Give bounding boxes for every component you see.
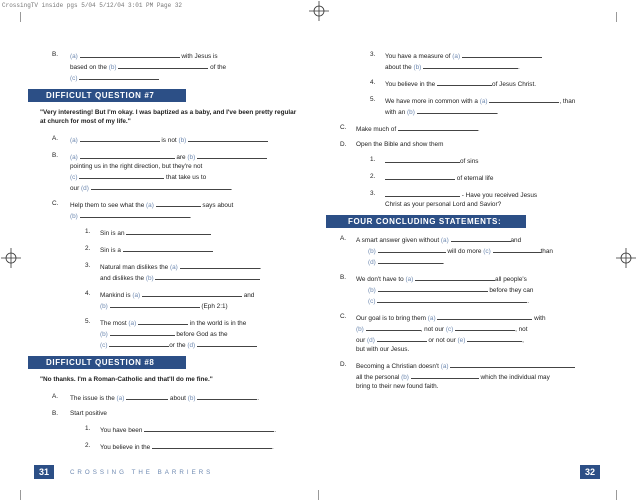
item-text: of the bbox=[210, 64, 227, 71]
d-sublist bbox=[332, 155, 608, 209]
blank-letter: (b) bbox=[413, 64, 422, 71]
sub-item-1 bbox=[370, 155, 608, 166]
item-number: 4. bbox=[370, 79, 376, 86]
item-text: You believe in the bbox=[385, 81, 436, 88]
blank-letter: (a) bbox=[70, 154, 78, 161]
answer-blank[interactable] bbox=[80, 134, 160, 142]
answer-blank[interactable] bbox=[467, 334, 522, 342]
item-label: C. bbox=[340, 313, 347, 320]
item-number: 2. bbox=[85, 442, 91, 449]
item-text: with bbox=[534, 315, 546, 322]
item-text: . bbox=[442, 259, 445, 266]
item-text: before they can bbox=[489, 287, 534, 294]
blank-letter: (e) bbox=[457, 337, 466, 344]
statement-a bbox=[332, 234, 608, 267]
section-heading-q7: DIFFICULT QUESTION #7 bbox=[34, 89, 186, 102]
item-text: or not our bbox=[428, 337, 456, 344]
item-text: about bbox=[169, 395, 186, 402]
item-label: C. bbox=[52, 200, 59, 207]
answer-blank[interactable] bbox=[385, 189, 460, 197]
item-label: A. bbox=[52, 393, 59, 400]
sub-item-3 bbox=[370, 50, 608, 72]
item-text: Mankind is bbox=[100, 292, 131, 299]
answer-blank[interactable] bbox=[366, 323, 421, 331]
answer-blank[interactable] bbox=[437, 78, 492, 86]
answer-blank[interactable] bbox=[450, 360, 575, 368]
answer-blank[interactable] bbox=[79, 171, 164, 179]
item-text: , not our bbox=[420, 326, 445, 333]
q7-item-a bbox=[40, 134, 302, 145]
item-text: Christ as your personal Lord and Savior? bbox=[385, 201, 502, 208]
blank-letter: (a) bbox=[70, 137, 78, 144]
answer-blank[interactable] bbox=[437, 312, 532, 320]
item-text: . bbox=[230, 185, 233, 192]
item-text: with an bbox=[385, 109, 406, 116]
answer-blank[interactable] bbox=[197, 339, 257, 347]
q8-item-a bbox=[40, 392, 302, 403]
item-text: We don't have to bbox=[356, 276, 404, 283]
item-number: 5. bbox=[85, 318, 91, 325]
page-number: 31 bbox=[34, 465, 54, 479]
blank-letter: (a) bbox=[169, 264, 178, 271]
blank-letter: (c) bbox=[70, 174, 78, 181]
answer-blank[interactable] bbox=[80, 210, 190, 218]
statement-d bbox=[332, 360, 608, 391]
answer-blank[interactable] bbox=[118, 61, 208, 69]
continued-sublist bbox=[332, 50, 608, 117]
blank-letter: (b) bbox=[368, 287, 376, 294]
item-number: 5. bbox=[370, 96, 376, 103]
blank-letter: (c) bbox=[483, 248, 491, 255]
item-number: 4. bbox=[85, 290, 91, 297]
running-footer-title: CROSSING THE BARRIERS bbox=[69, 468, 214, 476]
blank-letter: (a) bbox=[70, 53, 78, 60]
item-text: . bbox=[257, 395, 260, 402]
item-number: 3. bbox=[85, 262, 91, 269]
item-text: are bbox=[176, 154, 186, 161]
answer-blank[interactable] bbox=[377, 295, 530, 305]
answer-blank[interactable] bbox=[110, 300, 200, 308]
answer-blank[interactable] bbox=[377, 334, 427, 342]
item-text: all people's bbox=[495, 276, 527, 283]
answer-blank[interactable] bbox=[398, 123, 478, 131]
answer-blank[interactable] bbox=[156, 199, 201, 207]
item-text: pointing us in the right direction, but they're not bbox=[70, 163, 203, 170]
sub-item-2 bbox=[370, 172, 608, 183]
item-text: of eternal life bbox=[456, 175, 494, 182]
blank-letter: (c) bbox=[368, 298, 376, 305]
blank-letter: (b) bbox=[70, 213, 78, 220]
answer-blank[interactable] bbox=[126, 227, 211, 235]
blank-letter: (a) bbox=[116, 395, 125, 402]
answer-blank[interactable] bbox=[80, 151, 175, 159]
q8-item-b bbox=[40, 409, 302, 418]
item-label: A. bbox=[340, 235, 347, 242]
item-label: B. bbox=[340, 274, 347, 281]
blank-letter: (d) bbox=[81, 185, 89, 192]
sub-item-1 bbox=[85, 227, 302, 238]
answer-blank[interactable] bbox=[385, 172, 455, 180]
sub-item-1 bbox=[85, 424, 302, 435]
answer-blank[interactable] bbox=[144, 424, 274, 432]
answer-blank[interactable] bbox=[385, 155, 460, 163]
blank-letter: (b) bbox=[401, 374, 409, 381]
print-slug: CrossingTV inside pgs 5/04 5/12/04 3:01 PM Page 32 bbox=[2, 2, 183, 9]
item-text: Our goal is to bring them bbox=[356, 315, 426, 322]
item-text: and bbox=[510, 237, 522, 244]
item-text: Help them to see what the bbox=[70, 202, 145, 209]
blank-letter: (b) bbox=[100, 331, 108, 338]
registration-mark-left bbox=[1, 248, 21, 268]
blank-letter: (c) bbox=[100, 342, 108, 349]
blank-letter: (a) bbox=[440, 237, 449, 244]
item-number: 1. bbox=[85, 228, 91, 235]
footer-left bbox=[34, 465, 213, 481]
answer-blank[interactable] bbox=[155, 272, 260, 280]
item-number: 1. bbox=[370, 156, 376, 163]
blank-letter: (a) bbox=[128, 320, 137, 327]
item-text: . bbox=[272, 444, 274, 451]
scripture-reference: (Eph 2:1) bbox=[201, 303, 228, 310]
item-text: and dislikes the bbox=[100, 275, 145, 282]
sub-item-3 bbox=[370, 189, 608, 209]
item-number: 3. bbox=[370, 190, 376, 197]
item-label: D. bbox=[340, 141, 347, 148]
item-text: Sin is a bbox=[100, 247, 121, 254]
item-label: C. bbox=[340, 124, 347, 131]
item-text: . bbox=[527, 298, 530, 305]
answer-blank[interactable] bbox=[91, 182, 231, 190]
sub-item-5 bbox=[85, 317, 302, 350]
item-text: our bbox=[356, 337, 366, 344]
answer-blank[interactable] bbox=[455, 323, 515, 331]
item-text: Becoming a Christian doesn't bbox=[356, 363, 439, 370]
blank-letter: (a) bbox=[146, 202, 154, 209]
blank-letter: (b) bbox=[108, 64, 117, 71]
answer-blank[interactable] bbox=[197, 151, 267, 159]
sub-item-4 bbox=[370, 78, 608, 89]
item-label: B. bbox=[52, 51, 59, 58]
item-text: You believe in the bbox=[100, 444, 151, 451]
sub-item-2 bbox=[85, 244, 302, 255]
statement-b bbox=[332, 273, 608, 306]
item-text: before God as the bbox=[176, 331, 228, 338]
item-text: in the world is in the bbox=[189, 320, 247, 327]
blank-letter: (b) bbox=[145, 275, 154, 282]
sub-item-3 bbox=[85, 261, 302, 283]
objection-quote-q7: "Very interesting! But I'm okay. I was baptized as a baby, and I've been pretty regular at church for most of my life." bbox=[40, 109, 297, 125]
answer-blank[interactable] bbox=[378, 284, 488, 292]
registration-mark-top bbox=[309, 1, 329, 21]
answer-blank[interactable] bbox=[489, 95, 559, 103]
answer-blank[interactable] bbox=[126, 392, 168, 400]
objection-quote-q8: "No thanks. I'm a Roman-Catholic and that'll do me fine." bbox=[40, 376, 213, 383]
item-text: You have a measure of bbox=[385, 53, 451, 60]
answer-blank[interactable] bbox=[110, 328, 175, 336]
crop-mark bbox=[20, 490, 21, 500]
item-text: The most bbox=[100, 320, 127, 327]
blank-letter: (b) bbox=[178, 137, 187, 144]
blank-letter: (b) bbox=[187, 154, 196, 161]
blank-letter: (b) bbox=[187, 395, 196, 402]
answer-blank[interactable] bbox=[417, 106, 497, 114]
blank-letter: (a) bbox=[479, 98, 488, 105]
sub-item-4 bbox=[85, 289, 302, 311]
item-text: bring to their new found faith. bbox=[356, 383, 439, 390]
item-text: says about bbox=[202, 202, 234, 209]
outline-item-b bbox=[40, 50, 302, 83]
item-label: D. bbox=[340, 361, 347, 368]
blank-letter: (a) bbox=[132, 292, 141, 299]
item-text: and bbox=[243, 292, 255, 299]
registration-mark-right bbox=[616, 248, 636, 268]
item-text: based on the bbox=[70, 64, 107, 71]
crop-mark bbox=[616, 490, 617, 500]
blank-letter: (a) bbox=[452, 53, 461, 60]
item-number: 2. bbox=[85, 245, 91, 252]
item-label: A. bbox=[52, 135, 59, 142]
answer-blank[interactable] bbox=[123, 244, 213, 252]
blank-letter: (a) bbox=[427, 315, 436, 322]
item-text: . bbox=[189, 213, 192, 220]
item-text: Start positive bbox=[70, 410, 107, 417]
footer-right bbox=[580, 465, 600, 481]
item-number: 1. bbox=[85, 425, 91, 432]
item-text: , bbox=[522, 337, 524, 344]
q8-sublist bbox=[40, 424, 302, 452]
item-text: Natural man dislikes the bbox=[100, 264, 169, 271]
item-text: You have been bbox=[100, 427, 143, 434]
item-label: B. bbox=[52, 410, 59, 417]
item-text: that take us to bbox=[166, 174, 207, 181]
q7-item-c bbox=[40, 199, 302, 221]
answer-blank[interactable] bbox=[493, 245, 541, 253]
blank-letter: (b) bbox=[356, 326, 364, 333]
right-page bbox=[332, 50, 608, 397]
answer-blank[interactable] bbox=[378, 256, 443, 264]
answer-blank[interactable] bbox=[188, 134, 268, 142]
item-text: Make much of bbox=[356, 126, 397, 133]
item-text: The issue is the bbox=[70, 395, 115, 402]
answer-blank[interactable] bbox=[197, 392, 260, 402]
answer-blank[interactable] bbox=[462, 50, 542, 58]
blank-letter: (c) bbox=[445, 326, 454, 333]
sub-item-2 bbox=[85, 441, 302, 452]
blank-letter: (a) bbox=[440, 363, 449, 370]
blank-letter: (a) bbox=[405, 276, 414, 283]
answer-blank[interactable] bbox=[138, 317, 188, 325]
item-number: 3. bbox=[370, 51, 376, 58]
item-text: of sins bbox=[460, 158, 479, 165]
blank-letter: (d) bbox=[368, 259, 376, 266]
answer-blank[interactable] bbox=[80, 50, 180, 58]
item-text: . bbox=[477, 126, 480, 133]
page-number: 32 bbox=[580, 465, 600, 479]
outline-item-c bbox=[332, 123, 608, 134]
item-text: - Have you received Jesus bbox=[461, 192, 538, 199]
q7-sublist bbox=[40, 227, 302, 350]
outline-item-d bbox=[332, 140, 608, 149]
item-text: . bbox=[259, 264, 262, 271]
item-text: . bbox=[274, 427, 276, 434]
blank-letter: (b) bbox=[100, 303, 108, 310]
crop-mark bbox=[318, 490, 319, 500]
item-text: which the individual may bbox=[480, 374, 550, 381]
item-text: Open the Bible and show them bbox=[356, 141, 444, 148]
item-text: A smart answer given without bbox=[356, 237, 440, 244]
item-text: , than bbox=[559, 98, 576, 105]
answer-blank[interactable] bbox=[180, 261, 260, 269]
q7-item-b bbox=[40, 151, 302, 193]
item-text: We have more in common with a bbox=[385, 98, 478, 105]
item-text: all the personal bbox=[356, 374, 400, 381]
answer-blank[interactable] bbox=[411, 371, 479, 379]
item-text: of Jesus Christ. bbox=[492, 81, 537, 88]
answer-blank[interactable] bbox=[378, 245, 446, 253]
answer-blank[interactable] bbox=[109, 339, 169, 347]
blank-letter: (b) bbox=[407, 109, 415, 116]
blank-letter: (d) bbox=[367, 337, 375, 344]
item-label: B. bbox=[52, 152, 59, 159]
answer-blank[interactable] bbox=[415, 273, 495, 281]
answer-blank[interactable] bbox=[79, 72, 159, 80]
statement-c bbox=[332, 312, 608, 354]
item-text: will do more bbox=[447, 248, 482, 255]
item-text: than bbox=[540, 248, 553, 255]
item-number: 2. bbox=[370, 173, 376, 180]
item-text: . bbox=[518, 64, 520, 71]
item-text: or the bbox=[169, 342, 186, 349]
answer-blank[interactable] bbox=[152, 441, 272, 449]
blank-letter: (d) bbox=[187, 342, 196, 349]
answer-blank[interactable] bbox=[142, 289, 242, 297]
item-text: but with our Jesus. bbox=[356, 346, 410, 353]
item-text: Sin is an bbox=[100, 230, 125, 237]
sub-item-5 bbox=[370, 95, 608, 117]
section-heading-four-statements: FOUR CONCLUDING STATEMENTS: bbox=[332, 215, 526, 228]
crop-mark bbox=[20, 12, 21, 22]
item-text: our bbox=[70, 185, 80, 192]
blank-letter: (b) bbox=[368, 248, 376, 255]
item-text: . bbox=[496, 109, 499, 116]
item-text: , not bbox=[515, 326, 528, 333]
answer-blank[interactable] bbox=[451, 234, 511, 242]
item-text: about the bbox=[385, 64, 412, 71]
crop-mark bbox=[616, 12, 617, 22]
answer-blank[interactable] bbox=[423, 61, 518, 69]
left-page bbox=[40, 50, 302, 458]
section-heading-q8: DIFFICULT QUESTION #8 bbox=[34, 356, 186, 369]
item-text: is not bbox=[161, 137, 177, 144]
item-text: with Jesus is bbox=[181, 53, 218, 60]
blank-letter: (c) bbox=[70, 75, 78, 82]
